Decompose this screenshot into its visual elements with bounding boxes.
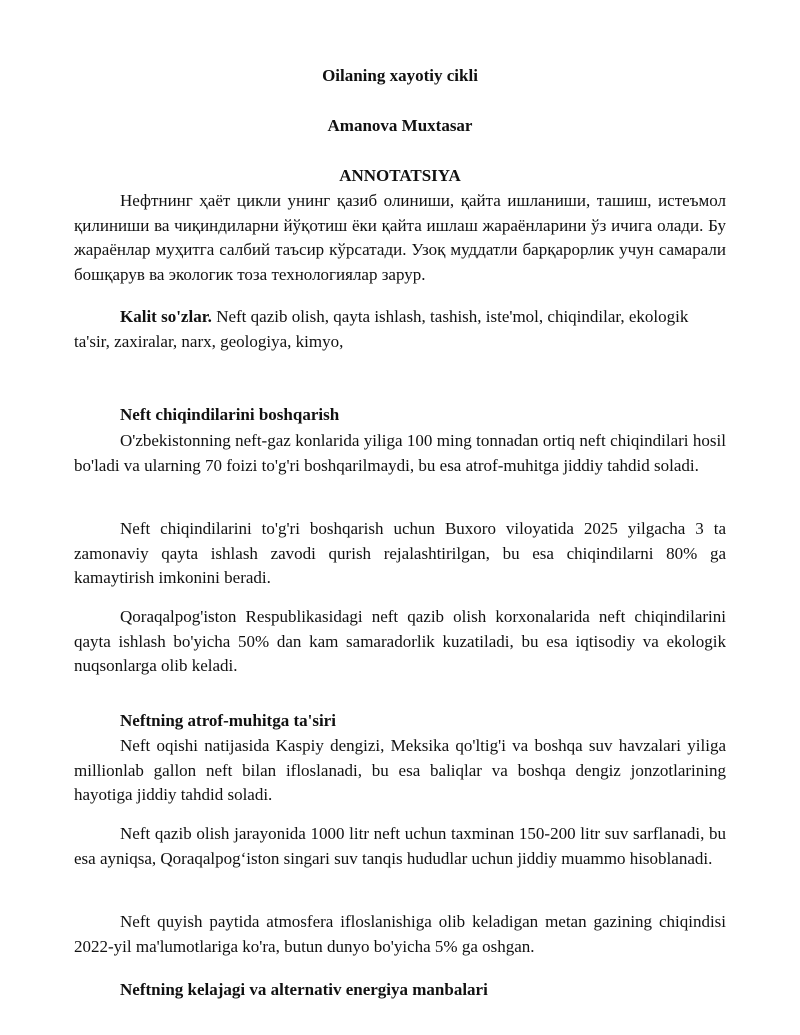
section-paragraph: Neft quyish paytida atmosfera ifloslanishiga olib keladigan metan gazining chiqindisi 2022-yil ma'lumotlariga ko'ra, butun dunyo bo'yicha 5% ga oshgan. bbox=[74, 912, 726, 956]
section-paragraph: Qoraqalpog'iston Respublikasidagi neft qazib olish korxonalarida neft chiqindilarini qayta ishlash bo'yicha 50% dan kam samaradorlik kuzatiladi, bu esa iqtisodiy va ekologik nuqsonlarga olib keladi. bbox=[74, 607, 726, 675]
section-paragraph: Neft qazib olish jarayonida 1000 litr neft uchun taxminan 150-200 litr suv sarflanadi, bu esa ayniqsa, Qoraqalpog‘iston singari suv tanqis hududlar uchun jiddiy muammo hisoblanadi. bbox=[74, 824, 726, 868]
keywords-paragraph bbox=[74, 305, 726, 354]
section-paragraph: Neft chiqindilarini to'g'ri boshqarish uchun Buxoro viloyatida 2025 yilgacha 3 ta zamonaviy qayta ishlash zavodi qurish rejalashtirilgan, bu esa chiqindilarni 80% ga kamaytirish imkonini beradi. bbox=[74, 519, 726, 587]
section-paragraph: O'zbekistonning neft-gaz konlarida yiliga 100 ming tonnadan ortiq neft chiqindilari hosil bo'ladi va ularning 70 foizi to'g'ri boshqarilmaydi, bu esa atrof-muhitga jiddiy tahdid soladi. bbox=[74, 431, 726, 475]
section-heading: Neftning kelajagi va alternativ energiya manbalari bbox=[120, 980, 488, 999]
author-name: Amanova Muxtasar bbox=[327, 116, 473, 135]
annotation-paragraph: Нефтнинг ҳаёт цикли унинг қазиб олиниши, қайта ишланиши, ташиш, истеъмол қилиниши ва чиқиндиларни йўқотиш ёки қайта ишлаш жараёнларини ўз ичига олади. Бу жараёнлар муҳитга салбий таъсир кўрсатади. Узоқ муддатли барқарорлик учун самарали бошқарув ва экологик тоза технологиялар зарур. bbox=[74, 191, 726, 284]
keywords-text: Neft qazib olish, qayta ishlash, tashish, iste'mol, chiqindilar, ekologik ta'sir, zaxiralar, narx, geologiya, kimyo, bbox=[74, 307, 689, 351]
section-heading: Neft chiqindilarini boshqarish bbox=[120, 405, 340, 424]
section-heading: Neftning atrof-muhitga ta'siri bbox=[120, 711, 336, 730]
document-title: Oilaning xayotiy cikli bbox=[322, 66, 478, 85]
annotation-heading: ANNOTATSIYA bbox=[339, 166, 461, 185]
section-paragraph: Neft oqishi natijasida Kaspiy dengizi, Meksika qo'ltig'i va boshqa suv havzalari yiliga millionlab gallon neft bilan ifloslanadi, bu esa baliqlar va boshqa dengiz jonzotlarining hayotiga jiddiy tahdid soladi. bbox=[74, 736, 726, 804]
keywords-label: Kalit so'zlar. bbox=[120, 307, 212, 326]
